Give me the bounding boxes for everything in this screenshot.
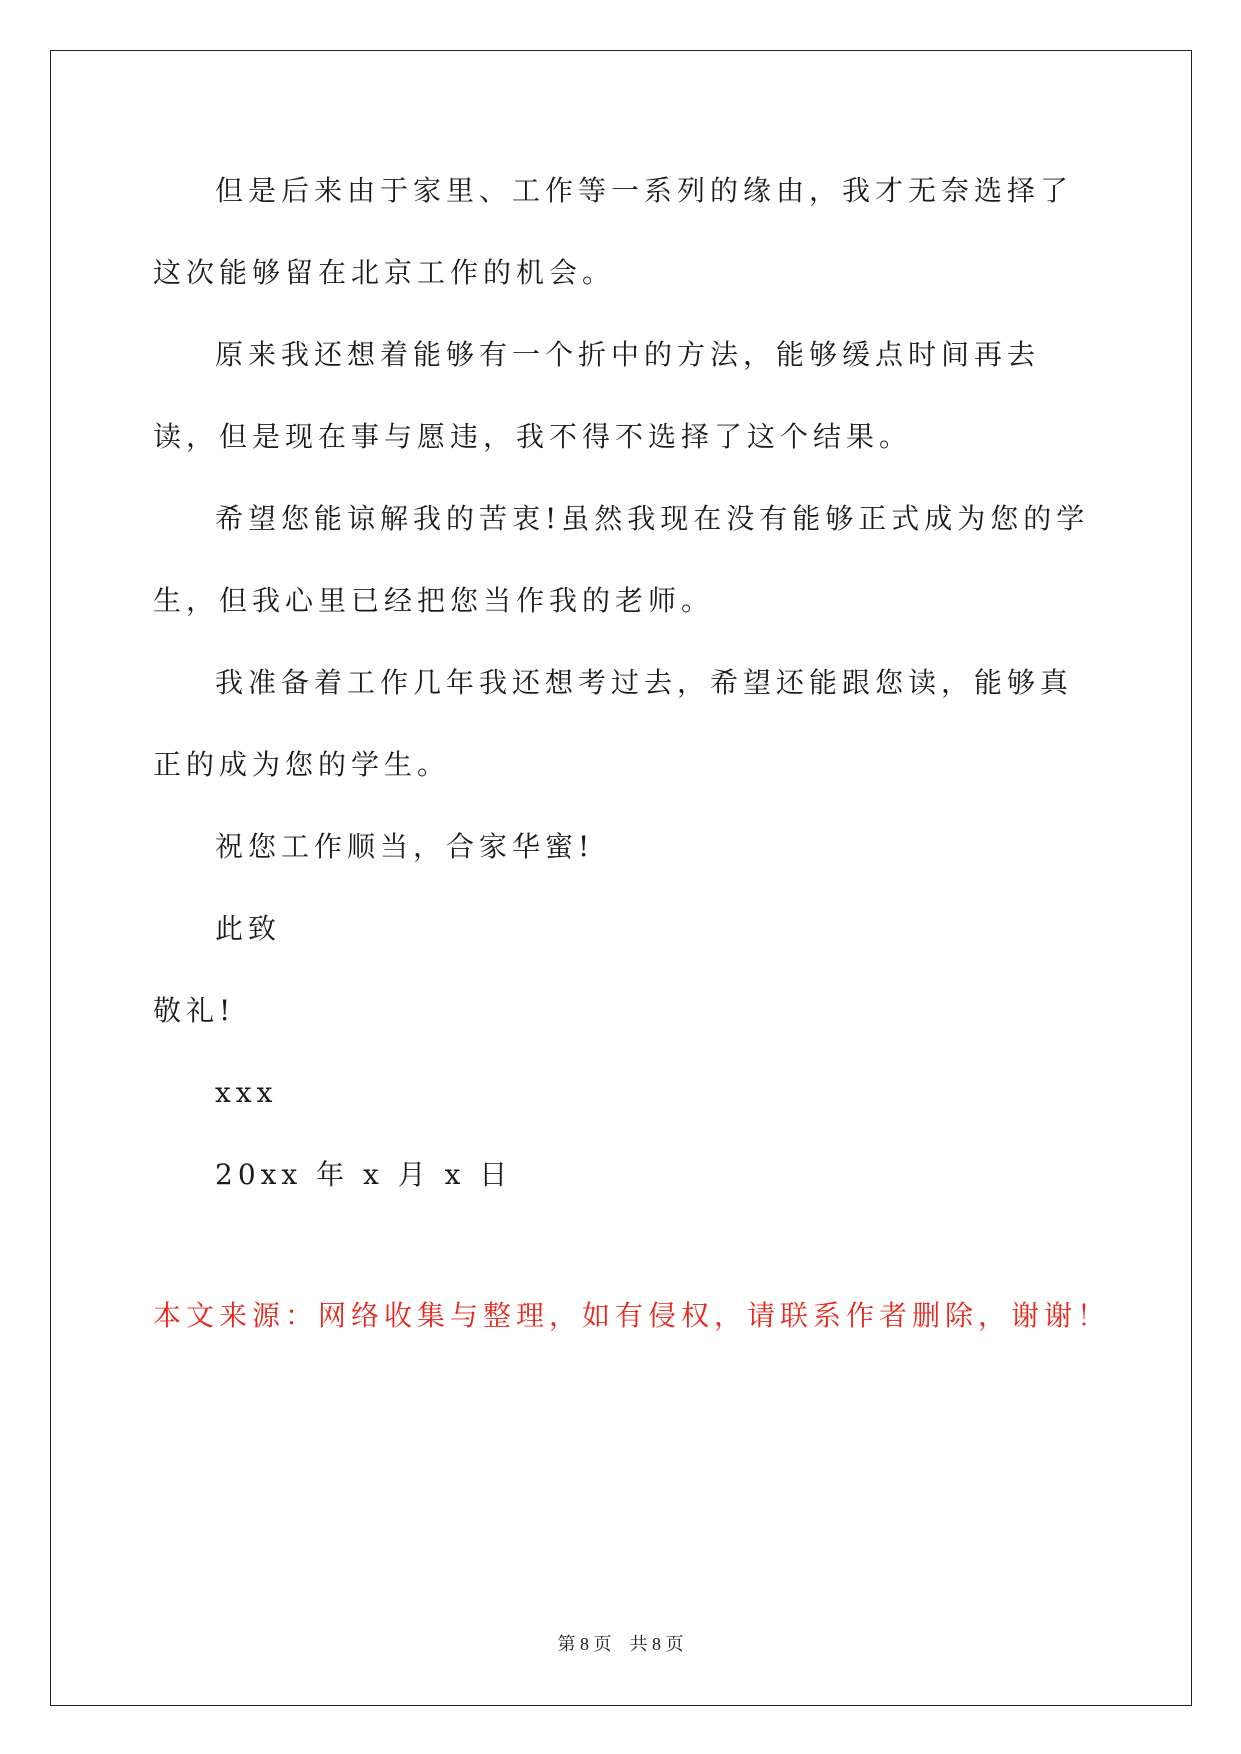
letter-date: 20xx 年 x 月 x 日 [215, 1158, 513, 1191]
letter-body [153, 150, 1093, 1216]
paragraph-2: 原来我还想着能够有一个折中的方法，能够缓点时间再去读，但是现在事与愿违，我不得不选择了这个结果。 [153, 338, 1041, 453]
source-note: 本文来源：网络收集与整理，如有侵权，请联系作者删除，谢谢！ [153, 1299, 1111, 1332]
paragraph-1: 但是后来由于家里、工作等一系列的缘由，我才无奈选择了这次能够留在北京工作的机会。 [153, 174, 1074, 289]
paragraph-4: 我准备着工作几年我还想考过去，希望还能跟您读，能够真正的成为您的学生。 [153, 666, 1074, 781]
signature: xxx [215, 1076, 278, 1109]
salutation-jingli: 敬礼! [153, 994, 236, 1027]
closing-wish: 祝您工作顺当，合家华蜜! [215, 830, 595, 863]
page-number-footer: 第 8 页 共 8 页 [557, 1634, 684, 1654]
salutation-cizhi: 此致 [215, 912, 282, 945]
paragraph-3: 希望您能谅解我的苦衷!虽然我现在没有能够正式成为您的学生，但我心里已经把您当作我的老师。 [153, 502, 1090, 617]
